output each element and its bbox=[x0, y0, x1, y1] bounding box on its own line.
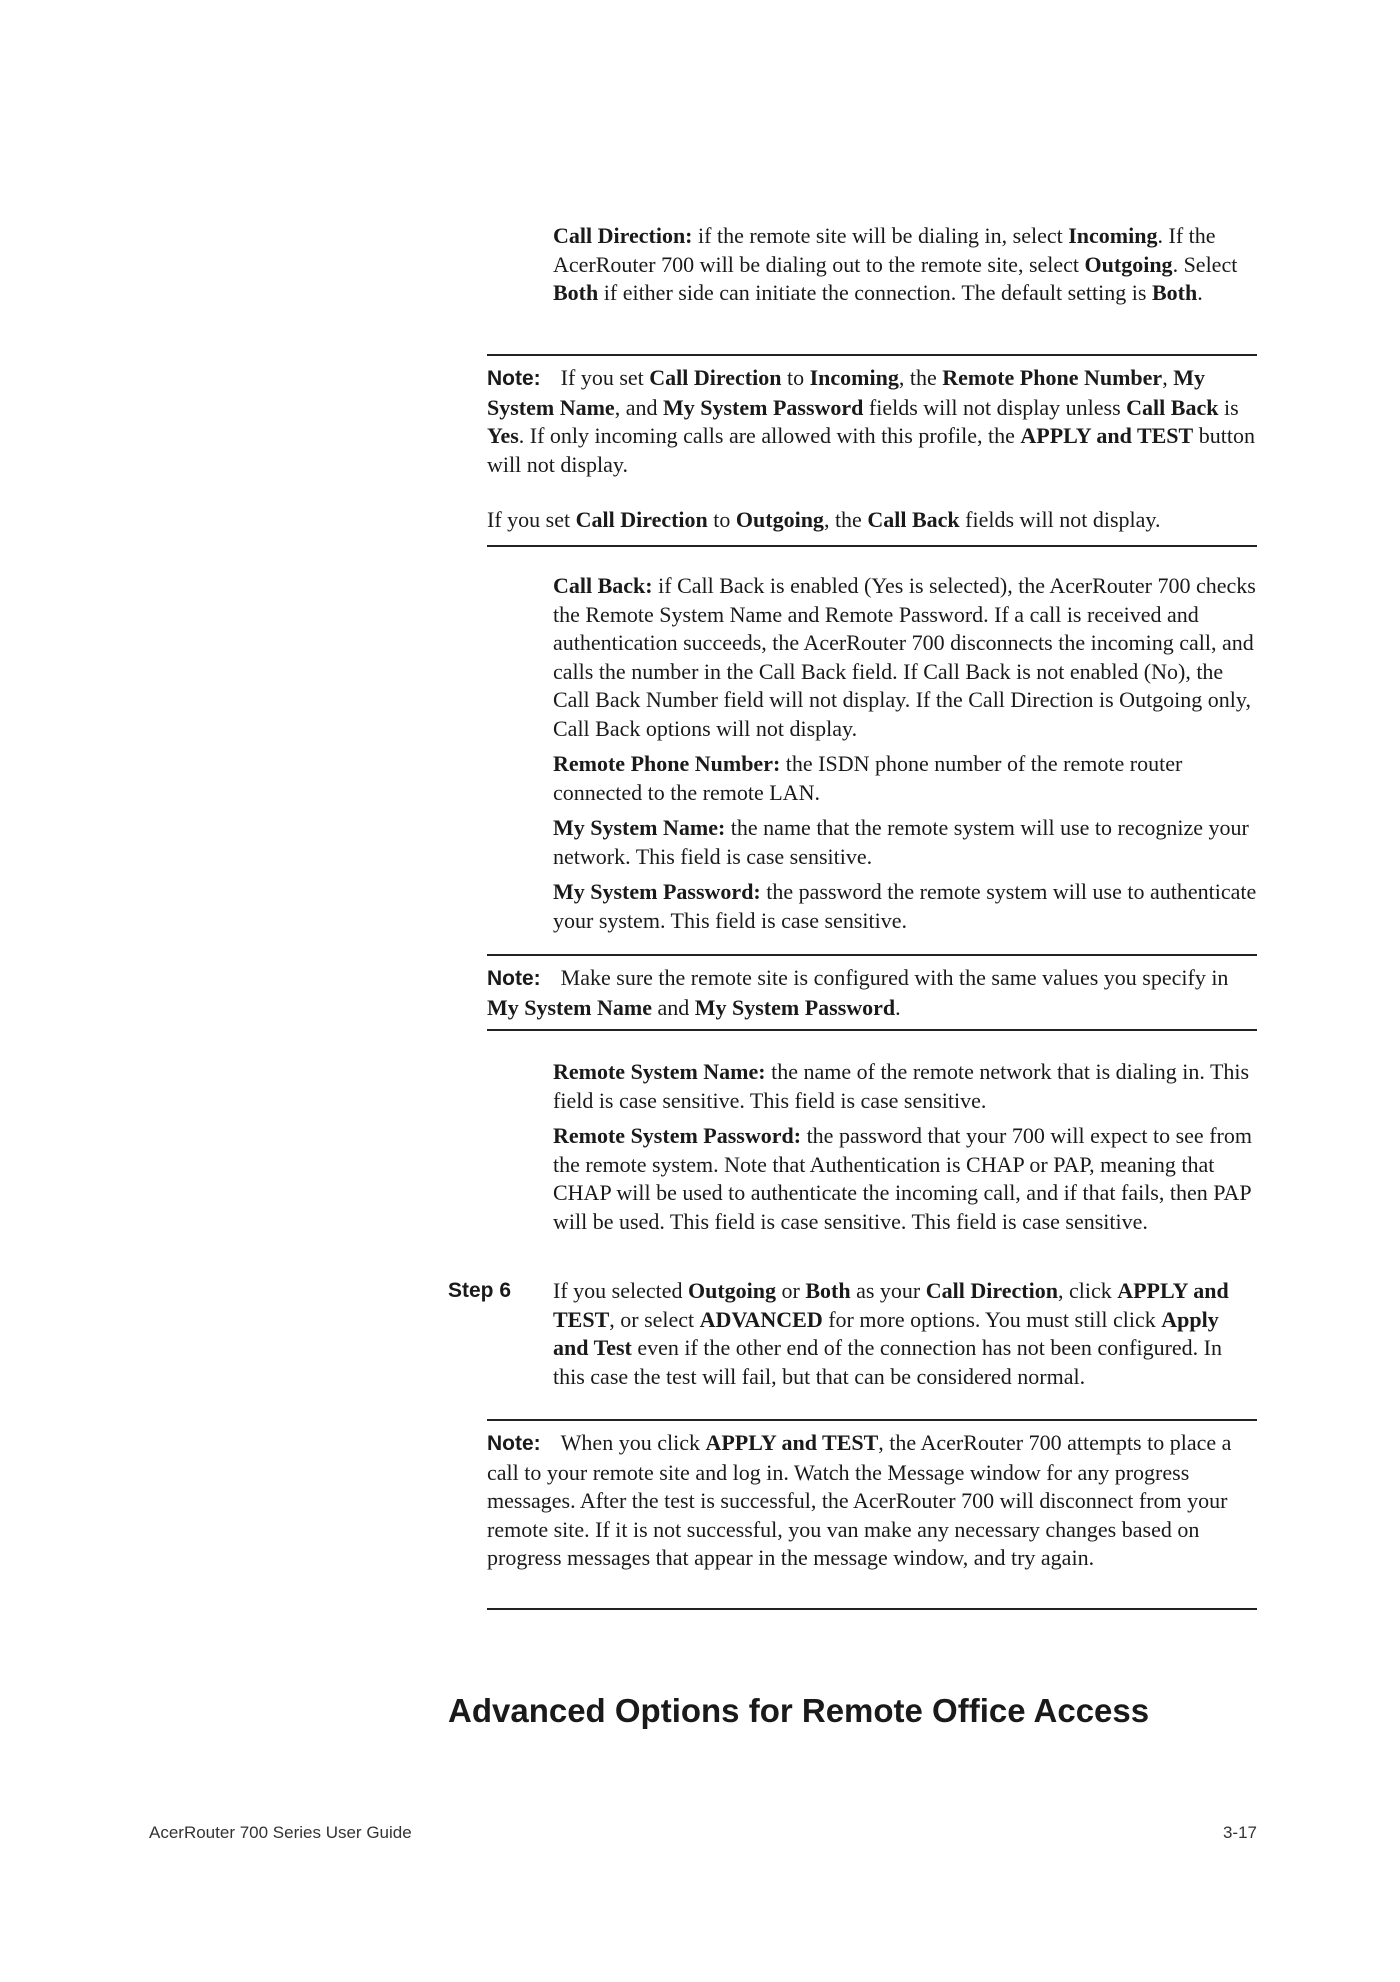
remote-system-name-paragraph: Remote System Name: the name of the remote network that is dialing in. This field is case sensitive. This field is case sensitive. bbox=[553, 1059, 1250, 1113]
section-heading: Advanced Options for Remote Office Access bbox=[448, 1692, 1150, 1729]
my-system-password-paragraph: My System Password: the password the remote system will use to authenticate your system. This field is case sensitive. bbox=[553, 879, 1257, 933]
call-direction-paragraph: Call Direction: if the remote site will be dialing in, select Incoming. If the AcerRouter 700 will be dialing out to the remote site, select Outgoing. Select Both if either side can initiate the connection. The default setting is Both. bbox=[553, 223, 1238, 305]
footer-guide-title: AcerRouter 700 Series User Guide bbox=[149, 1823, 412, 1842]
note-label: Note: bbox=[487, 1432, 541, 1455]
note-paragraph: Note: When you click APPLY and TEST, the AcerRouter 700 attempts to place a call to your remote site and log in. Watch the Message window for any progress messages. After the test is successful, the AcerRouter 700 will disconnect from your remote site. If it is not successful, you van make any necessary changes based on progress messages that appear in the message window, and try again. bbox=[487, 1430, 1232, 1570]
note-label: Note: bbox=[487, 967, 541, 990]
note-paragraph: If you set Call Direction to Outgoing, the Call Back fields will not display. bbox=[487, 507, 1161, 532]
note-call-direction bbox=[487, 364, 1257, 535]
note-rule-bottom bbox=[487, 1029, 1257, 1031]
note-rule-top bbox=[487, 1419, 1257, 1421]
note-label: Note: bbox=[487, 367, 541, 390]
remote-system-password-paragraph: Remote System Password: the password that your 700 will expect to see from the remote system. Note that Authentication is CHAP or PAP, meaning that CHAP will be used to authenticate the incoming call, and if that fails, then PAP will be used. This field is case sensitive. This field is case sensitive. bbox=[553, 1123, 1252, 1234]
step-6-label: Step 6 bbox=[448, 1279, 512, 1302]
note-rule-top bbox=[487, 954, 1257, 956]
call-back-paragraph: Call Back: if Call Back is enabled (Yes is selected), the AcerRouter 700 checks the Remote System Name and Remote Password. If a call is received and authentication succeeds, the AcerRouter 700 disconnects the incoming call, and calls the number in the Call Back field. If Call Back is not enabled (No), the Call Back Number field will not display. If the Call Direction is Outgoing only, Call Back options will not display. bbox=[553, 573, 1256, 741]
note-rule-top bbox=[487, 354, 1257, 356]
step-6-paragraph: If you selected Outgoing or Both as your Call Direction, click APPLY and TEST, or select ADVANCED for more options. You must still click Apply and Test even if the other end of the connection has not been configured. In this case the test will fail, but that can be considered normal. bbox=[553, 1278, 1229, 1389]
note-rule-bottom bbox=[487, 1608, 1257, 1610]
note-paragraph: Note: Make sure the remote site is configured with the same values you specify in My System Name and My System Password. bbox=[487, 965, 1229, 1020]
note-apply-and-test bbox=[487, 1429, 1257, 1573]
remote-system-fields bbox=[553, 1058, 1257, 1236]
note-configure-remote bbox=[487, 964, 1257, 1022]
note-paragraph: Note: If you set Call Direction to Incoming, the Remote Phone Number, My System Name, and My System Password fields will not display unless Call Back is Yes. If only incoming calls are allowed with this profile, the APPLY and TEST button will not display. bbox=[487, 365, 1255, 477]
footer-page-number: 3-17 bbox=[1222, 1823, 1257, 1842]
my-system-name-paragraph: My System Name: the name that the remote system will use to recognize your network. This field is case sensitive. bbox=[553, 815, 1249, 869]
field-descriptions bbox=[553, 572, 1257, 935]
note-rule-bottom bbox=[487, 545, 1257, 547]
remote-phone-number-paragraph: Remote Phone Number: the ISDN phone number of the remote router connected to the remote LAN. bbox=[553, 751, 1183, 805]
